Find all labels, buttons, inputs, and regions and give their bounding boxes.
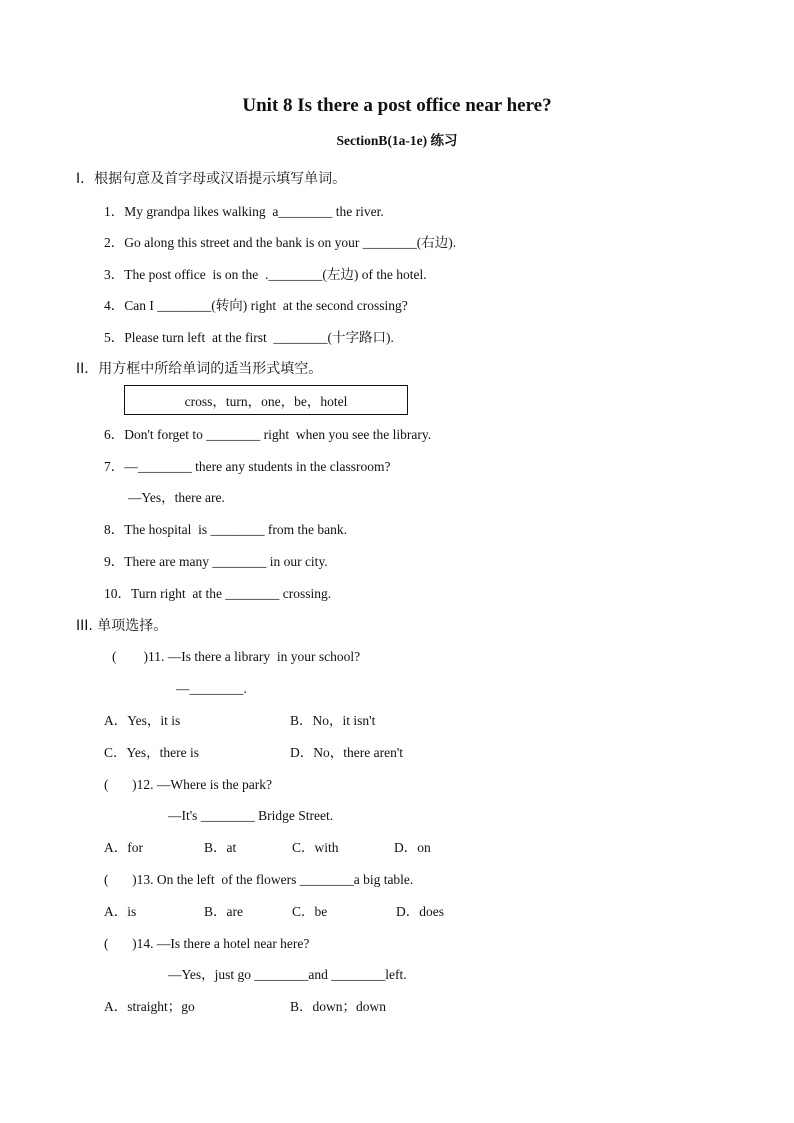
section-2-heading: II．用方框中所给单词的适当形式填空。 — [76, 361, 323, 377]
question-11-reply: —________. — [176, 681, 247, 696]
option-13-a: A．is — [104, 904, 137, 919]
question-1: 1．My grandpa likes walking a________ the river. — [104, 204, 384, 219]
question-10: 10．Turn right at the ________ crossing. — [104, 586, 332, 601]
word-box: cross，turn，one，be，hotel — [124, 385, 408, 415]
section-1-heading: I．根据句意及首字母或汉语提示填写单词。 — [76, 171, 347, 187]
option-13-b: B．are — [204, 904, 243, 919]
option-11-d: D．No，there aren't — [290, 745, 404, 760]
question-14: ( )14. —Is there a hotel near here? — [104, 936, 310, 951]
page-title: Unit 8 Is there a post office near here? — [242, 95, 552, 116]
option-13-d: D．does — [396, 904, 444, 919]
question-2: 2．Go along this street and the bank is on your ________(右边). — [104, 235, 457, 250]
option-12-a: A．for — [104, 840, 143, 855]
question-8: 8．The hospital is ________ from the bank. — [104, 522, 347, 537]
page-subtitle: SectionB(1a-1e) 练习 — [336, 133, 458, 148]
option-11-b: B．No，it isn't — [290, 713, 376, 728]
option-14-a: A．straight；go — [104, 999, 195, 1014]
question-12: ( )12. —Where is the park? — [104, 777, 272, 792]
question-9: 9．There are many ________ in our city. — [104, 554, 328, 569]
question-12-reply: —It's ________ Bridge Street. — [168, 808, 334, 823]
option-14-b: B．down；down — [290, 999, 387, 1014]
option-12-c: C．with — [292, 840, 339, 855]
question-13: ( )13. On the left of the flowers ________a big table. — [104, 872, 414, 887]
option-12-b: B．at — [204, 840, 237, 855]
question-4: 4．Can I ________(转向) right at the second crossing? — [104, 298, 408, 313]
question-5: 5．Please turn left at the first ________(十字路口). — [104, 330, 394, 345]
question-3: 3．The post office is on the .________(左边) of the hotel. — [104, 267, 427, 282]
option-13-c: C．be — [292, 904, 328, 919]
question-7: 7．—________ there any students in the classroom? — [104, 459, 391, 474]
option-11-c: C．Yes，there is — [104, 745, 200, 760]
question-14-reply: —Yes，just go ________and ________left. — [168, 967, 407, 982]
question-11: ( )11. —Is there a library in your school? — [112, 649, 361, 664]
option-11-a: A．Yes，it is — [104, 713, 181, 728]
option-12-d: D．on — [394, 840, 431, 855]
section-3-heading: III. 单项选择。 — [76, 618, 168, 634]
question-6: 6．Don't forget to ________ right when you see the library. — [104, 427, 432, 442]
question-7-answer: —Yes，there are. — [128, 490, 225, 505]
